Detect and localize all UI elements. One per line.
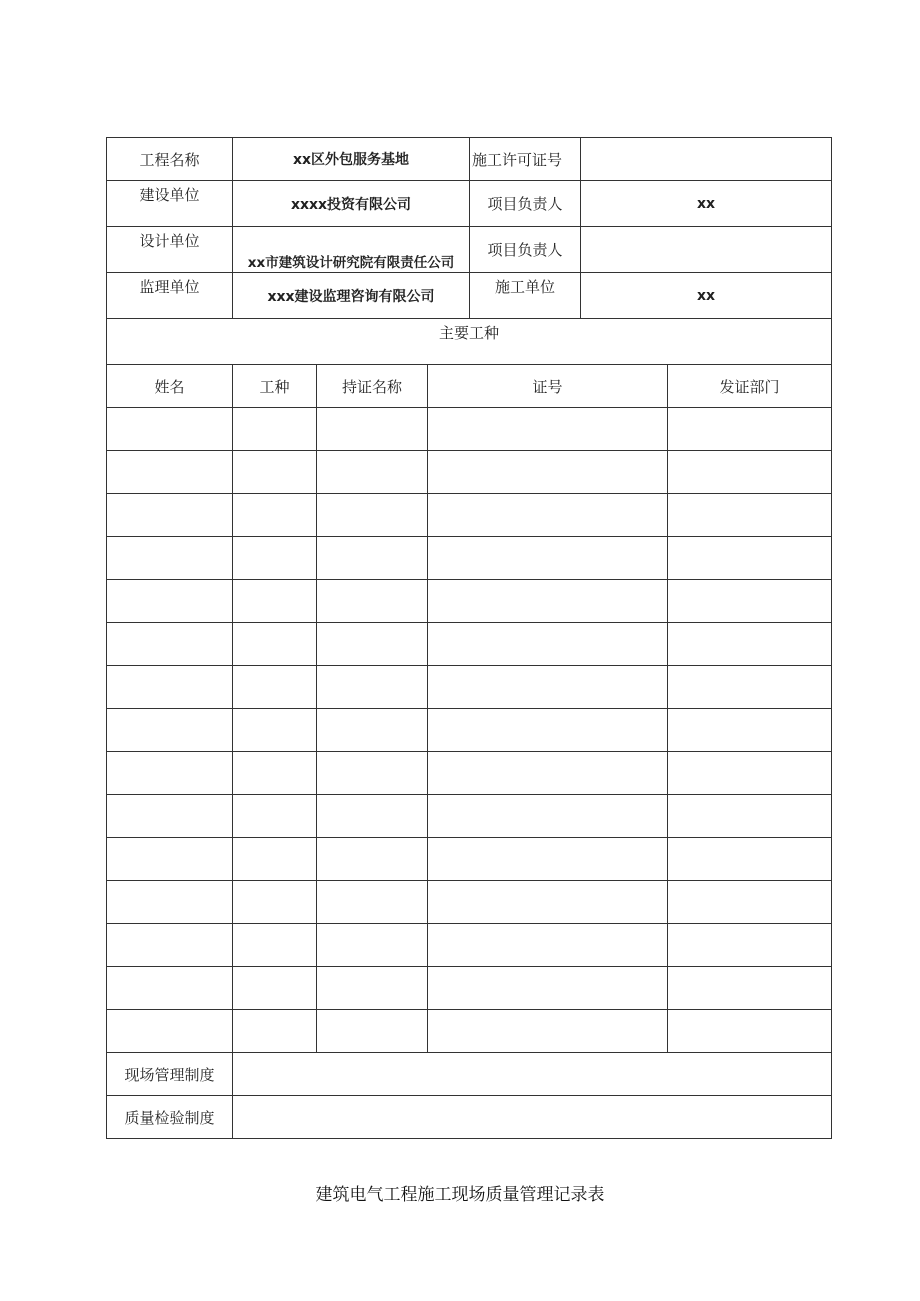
cell-trade (233, 623, 317, 666)
cell-issuer (668, 881, 832, 924)
cell-trade (233, 451, 317, 494)
table-row (107, 408, 832, 451)
cell-trade (233, 752, 317, 795)
cell-name (107, 494, 233, 537)
cell-cert-number (428, 623, 668, 666)
table-row (107, 623, 832, 666)
project-name-value: xx区外包服务基地 (233, 138, 470, 181)
cell-cert-name (317, 709, 428, 752)
builder-manager-value: xx (581, 181, 832, 227)
cell-cert-name (317, 881, 428, 924)
cell-trade (233, 666, 317, 709)
cell-issuer (668, 666, 832, 709)
cell-trade (233, 494, 317, 537)
cell-cert-name (317, 924, 428, 967)
project-name-label: 工程名称 (107, 138, 233, 181)
design-row (107, 227, 832, 273)
cell-issuer (668, 924, 832, 967)
column-header-cert-name: 持证名称 (317, 365, 428, 408)
table-row (107, 666, 832, 709)
column-header-trade: 工种 (233, 365, 317, 408)
cell-cert-name (317, 451, 428, 494)
footer-value (233, 1053, 832, 1096)
section-title: 主要工种 (107, 319, 832, 365)
column-header-row (107, 365, 832, 408)
table-row (107, 838, 832, 881)
cell-cert-number (428, 924, 668, 967)
footer-label: 现场管理制度 (107, 1053, 233, 1096)
builder-row (107, 181, 832, 227)
cell-cert-name (317, 967, 428, 1010)
cell-cert-number (428, 494, 668, 537)
table-row (107, 795, 832, 838)
footer-label: 质量检验制度 (107, 1096, 233, 1139)
cell-name (107, 924, 233, 967)
table-row (107, 580, 832, 623)
cell-name (107, 623, 233, 666)
cell-cert-number (428, 967, 668, 1010)
column-header-issuer: 发证部门 (668, 365, 832, 408)
cell-issuer (668, 967, 832, 1010)
column-header-name: 姓名 (107, 365, 233, 408)
table-row (107, 451, 832, 494)
quality-record-table (106, 137, 832, 1139)
cell-name (107, 795, 233, 838)
cell-trade (233, 881, 317, 924)
cell-cert-number (428, 537, 668, 580)
cell-cert-number (428, 838, 668, 881)
cell-name (107, 537, 233, 580)
column-header-cert-number: 证号 (428, 365, 668, 408)
table-row (107, 924, 832, 967)
cell-cert-number (428, 881, 668, 924)
cell-cert-name (317, 795, 428, 838)
table-row (107, 1010, 832, 1053)
permit-value (581, 138, 832, 181)
cell-name (107, 666, 233, 709)
table-row (107, 494, 832, 537)
cell-cert-name (317, 838, 428, 881)
cell-cert-name (317, 408, 428, 451)
cell-name (107, 752, 233, 795)
cell-trade (233, 537, 317, 580)
cell-name (107, 881, 233, 924)
supervision-label: 监理单位 (107, 273, 233, 319)
table-row (107, 537, 832, 580)
cell-issuer (668, 623, 832, 666)
table-row (107, 752, 832, 795)
cell-issuer (668, 838, 832, 881)
table-row (107, 881, 832, 924)
cell-issuer (668, 408, 832, 451)
cell-cert-name (317, 1010, 428, 1053)
cell-cert-name (317, 752, 428, 795)
cell-issuer (668, 752, 832, 795)
design-manager-value (581, 227, 832, 273)
footer-row (107, 1096, 832, 1139)
cell-issuer (668, 580, 832, 623)
cell-cert-name (317, 494, 428, 537)
supervision-row (107, 273, 832, 319)
cell-cert-number (428, 666, 668, 709)
cell-name (107, 1010, 233, 1053)
project-name-row (107, 138, 832, 181)
cell-issuer (668, 537, 832, 580)
cell-name (107, 967, 233, 1010)
cell-issuer (668, 709, 832, 752)
cell-cert-name (317, 580, 428, 623)
table-row (107, 709, 832, 752)
cell-trade (233, 967, 317, 1010)
cell-name (107, 580, 233, 623)
cell-name (107, 709, 233, 752)
builder-manager-label: 项目负责人 (470, 181, 581, 227)
cell-cert-number (428, 795, 668, 838)
cell-cert-number (428, 451, 668, 494)
cell-trade (233, 1010, 317, 1053)
contractor-value: xx (581, 273, 832, 319)
cell-trade (233, 795, 317, 838)
cell-trade (233, 408, 317, 451)
table-row (107, 967, 832, 1010)
supervision-value: xxx建设监理咨询有限公司 (233, 273, 470, 319)
cell-issuer (668, 494, 832, 537)
permit-label: 施工许可证号 (470, 138, 581, 181)
cell-trade (233, 709, 317, 752)
section-title-row (107, 319, 832, 365)
cell-name (107, 408, 233, 451)
cell-trade (233, 580, 317, 623)
cell-issuer (668, 795, 832, 838)
cell-cert-number (428, 580, 668, 623)
builder-value: xxxx投资有限公司 (233, 181, 470, 227)
contractor-label: 施工单位 (470, 273, 581, 319)
cell-trade (233, 838, 317, 881)
cell-cert-number (428, 408, 668, 451)
footer-row (107, 1053, 832, 1096)
cell-cert-number (428, 709, 668, 752)
cell-cert-name (317, 666, 428, 709)
cell-trade (233, 924, 317, 967)
design-value: xx市建筑设计研究院有限责任公司 (233, 227, 470, 273)
cell-cert-number (428, 1010, 668, 1053)
cell-name (107, 451, 233, 494)
builder-label: 建设单位 (107, 181, 233, 227)
cell-cert-name (317, 537, 428, 580)
cell-name (107, 838, 233, 881)
footer-value (233, 1096, 832, 1139)
design-label: 设计单位 (107, 227, 233, 273)
document-title: 建筑电气工程施工现场质量管理记录表 (315, 1185, 605, 1205)
cell-issuer (668, 1010, 832, 1053)
cell-cert-number (428, 752, 668, 795)
cell-cert-name (317, 623, 428, 666)
cell-issuer (668, 451, 832, 494)
design-manager-label: 项目负责人 (470, 227, 581, 273)
